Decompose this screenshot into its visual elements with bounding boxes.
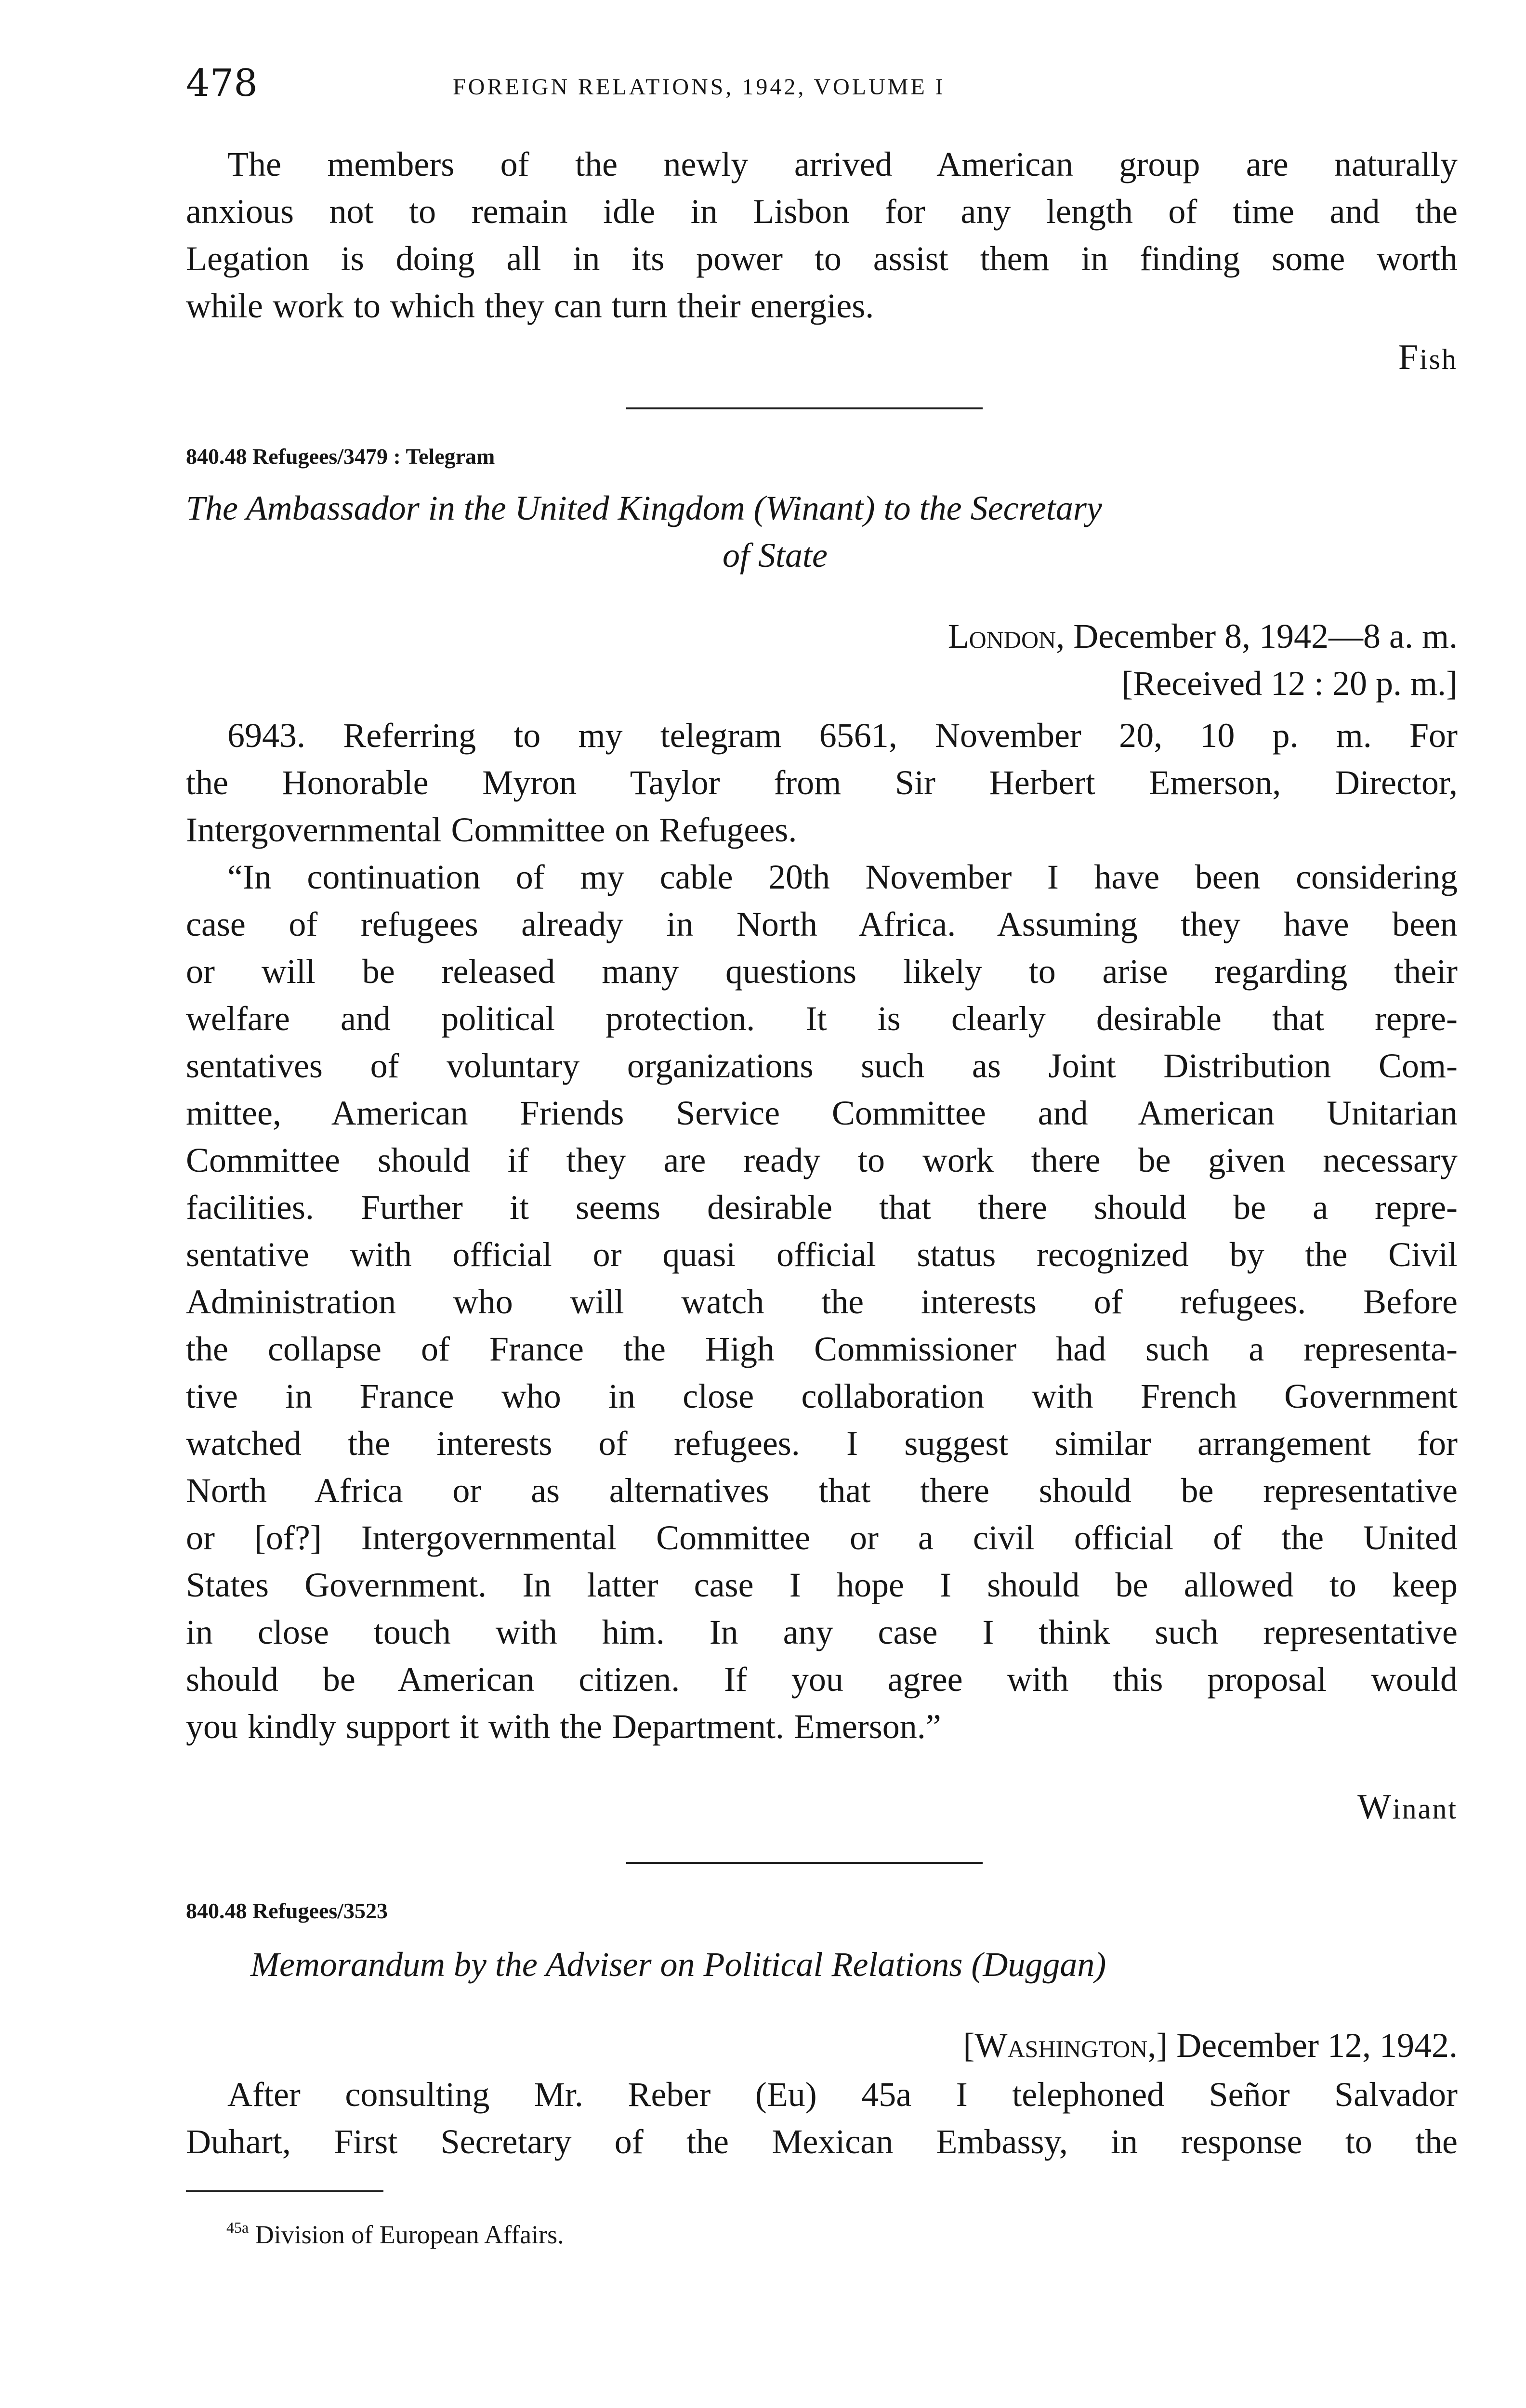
text-line: the collapse of France the High Commissioner had such a representa- bbox=[186, 1330, 1458, 1368]
footnote-text: Division of European Affairs. bbox=[255, 2220, 564, 2249]
section-divider bbox=[626, 1862, 983, 1864]
dateline bbox=[948, 613, 1458, 660]
text-line: or [of?] Intergovernmental Committee or a civil official of the United bbox=[186, 1518, 1458, 1557]
document-title: Memorandum by the Adviser on Political Relations (Duggan) bbox=[250, 1945, 1106, 1984]
text-line: or will be released many questions likely to arise regarding their bbox=[186, 952, 1458, 991]
text-line: Duhart, First Secretary of the Mexican Embassy, in response to the bbox=[186, 2122, 1458, 2161]
dateline-place: London bbox=[947, 617, 1056, 655]
text-line: North Africa or as alternatives that there should be representative bbox=[186, 1471, 1458, 1510]
page-number: 478 bbox=[186, 62, 258, 105]
text-line: anxious not to remain idle in Lisbon for any length of time and the bbox=[186, 192, 1458, 231]
text-line: Intergovernmental Committee on Refugees. bbox=[186, 811, 797, 849]
text-line: 6943. Referring to my telegram 6561, November 20, 10 p. m. For bbox=[227, 716, 1458, 755]
text-line: you kindly support it with the Department. Emerson.” bbox=[186, 1707, 941, 1746]
dateline-date: December 12, 1942. bbox=[1168, 2026, 1458, 2065]
text-line: “In continuation of my cable 20th November I have been considering bbox=[227, 858, 1458, 896]
telegram-body bbox=[186, 712, 1458, 1750]
section1-paragraph bbox=[186, 141, 1458, 329]
signature-winant: Winant bbox=[1357, 1787, 1458, 1827]
text-line: mittee, American Friends Service Committee and American Unitarian bbox=[186, 1094, 1458, 1132]
dateline-date: , December 8, 1942—8 a. m. bbox=[1056, 617, 1458, 655]
text-line: After consulting Mr. Reber (Eu) 45a I telephoned Señor Salvador bbox=[227, 2075, 1458, 2114]
dateline-place: [Washington,] bbox=[963, 2026, 1168, 2065]
text-line: should be American citizen. If you agree with this proposal would bbox=[186, 1660, 1458, 1699]
text-line: States Government. In latter case I hope I should be allowed to keep bbox=[186, 1566, 1458, 1604]
text-line: while work to which they can turn their energies. bbox=[186, 287, 874, 325]
memorandum-body bbox=[186, 2071, 1458, 2165]
file-reference: 840.48 Refugees/3523 bbox=[186, 1898, 388, 1923]
document-title: The Ambassador in the United Kingdom (Winant) to the Secretary bbox=[186, 489, 1102, 527]
document-title-continued: of State bbox=[723, 536, 828, 575]
text-line: Committee should if they are ready to work there be given necessary bbox=[186, 1141, 1458, 1179]
text-line: tive in France who in close collaboration with French Government bbox=[186, 1377, 1458, 1415]
text-line: sentatives of voluntary organizations such as Joint Distribution Com- bbox=[186, 1047, 1458, 1085]
running-head: FOREIGN RELATIONS, 1942, VOLUME I bbox=[453, 74, 946, 100]
received-time: [Received 12 : 20 p. m.] bbox=[1121, 664, 1458, 703]
footnote-divider bbox=[186, 2190, 383, 2192]
text-line: case of refugees already in North Africa. Assuming they have been bbox=[186, 905, 1458, 943]
text-line: The members of the newly arrived American group are naturally bbox=[227, 145, 1458, 183]
text-line: watched the interests of refugees. I suggest similar arrangement for bbox=[186, 1424, 1458, 1463]
text-line: sentative with official or quasi official status recognized by the Civil bbox=[186, 1235, 1458, 1274]
dateline bbox=[963, 2022, 1458, 2069]
footnote bbox=[226, 2211, 564, 2251]
text-line: facilities. Further it seems desirable that there should be a repre- bbox=[186, 1188, 1458, 1227]
text-line: in close touch with him. In any case I think such representative bbox=[186, 1613, 1458, 1651]
text-line: Legation is doing all in its power to assist them in finding some worth bbox=[186, 239, 1458, 278]
file-reference: 840.48 Refugees/3479 : Telegram bbox=[186, 444, 495, 469]
signature-fish: Fish bbox=[1398, 338, 1458, 377]
text-line: Administration who will watch the interests of refugees. Before bbox=[186, 1283, 1458, 1321]
section-divider bbox=[626, 407, 983, 409]
page-header bbox=[0, 52, 1526, 105]
footnote-marker: 45a bbox=[226, 2219, 249, 2236]
text-line: welfare and political protection. It is clearly desirable that repre- bbox=[186, 999, 1458, 1038]
text-line: the Honorable Myron Taylor from Sir Herbert Emerson, Director, bbox=[186, 763, 1458, 802]
